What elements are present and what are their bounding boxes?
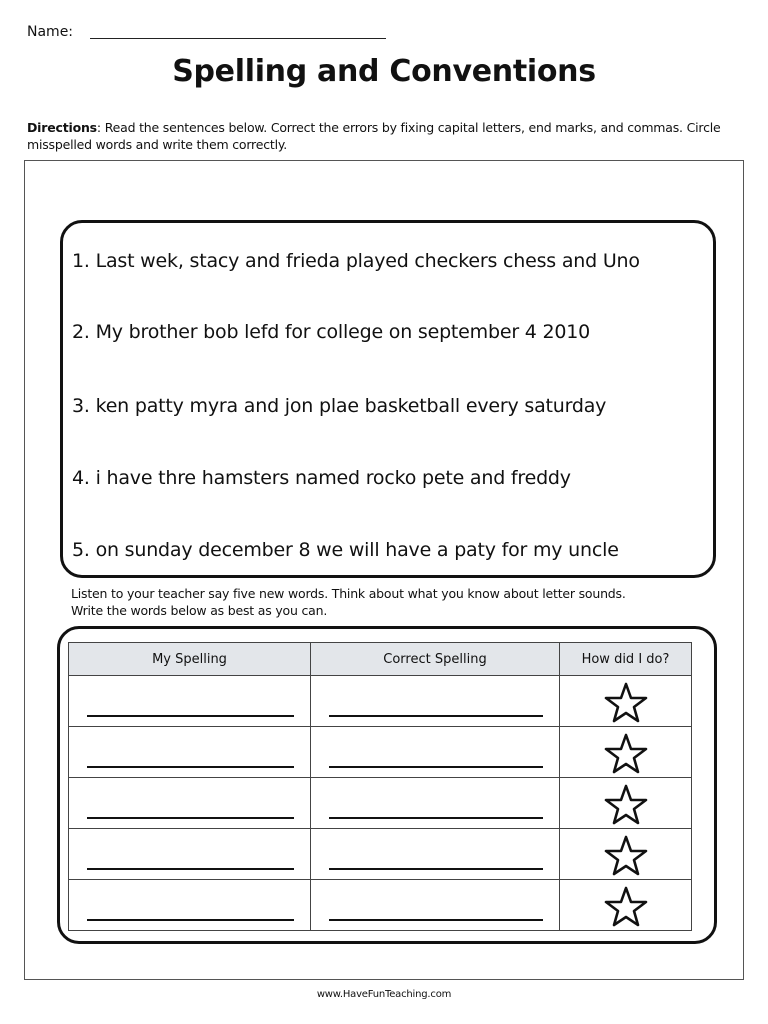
sentence-4: 4. i have thre hamsters named rocko pete and freddy — [72, 467, 571, 489]
star-icon[interactable] — [604, 682, 648, 724]
table-row — [69, 676, 692, 727]
sentence-2: 2. My brother bob lefd for college on september 4 2010 — [72, 321, 591, 343]
write-line — [87, 715, 294, 717]
header-my-spelling: My Spelling — [69, 643, 311, 676]
name-line[interactable] — [90, 38, 386, 39]
rating-cell[interactable] — [560, 778, 692, 829]
correct-spelling-cell[interactable] — [311, 778, 560, 829]
star-icon[interactable] — [604, 733, 648, 775]
write-line — [87, 868, 294, 870]
write-line — [329, 817, 543, 819]
star-icon[interactable] — [604, 784, 648, 826]
write-line — [329, 715, 543, 717]
my-spelling-cell[interactable] — [69, 829, 311, 880]
name-label: Name: — [27, 24, 74, 40]
directions-text: : Read the sentences below. Correct the errors by fixing capital letters, end marks, and commas. Circle misspelled words and write them correctly. — [27, 120, 721, 152]
star-icon[interactable] — [604, 886, 648, 928]
rating-cell[interactable] — [560, 829, 692, 880]
sentence-3: 3. ken patty myra and jon plae basketball every saturday — [72, 395, 607, 417]
correct-spelling-cell[interactable] — [311, 727, 560, 778]
listen-instructions — [71, 585, 751, 619]
rating-cell[interactable] — [560, 727, 692, 778]
sentence-5: 5. on sunday december 8 we will have a paty for my uncle — [72, 539, 619, 561]
my-spelling-cell[interactable] — [69, 676, 311, 727]
header-how-did-i-do: How did I do? — [560, 643, 692, 676]
write-line — [329, 766, 543, 768]
table-row — [69, 829, 692, 880]
correct-spelling-cell[interactable] — [311, 829, 560, 880]
directions-label: Directions — [27, 120, 97, 135]
spelling-table — [68, 642, 692, 931]
table-row — [69, 727, 692, 778]
listen-line-1: Listen to your teacher say five new words. Think about what you know about letter sounds. — [71, 586, 626, 601]
my-spelling-cell[interactable] — [69, 727, 311, 778]
rating-cell[interactable] — [560, 880, 692, 931]
correct-spelling-cell[interactable] — [311, 676, 560, 727]
correct-spelling-cell[interactable] — [311, 880, 560, 931]
write-line — [87, 766, 294, 768]
listen-line-2: Write the words below as best as you can. — [71, 603, 328, 618]
table-row — [69, 880, 692, 931]
table-row — [69, 778, 692, 829]
rating-cell[interactable] — [560, 676, 692, 727]
sentence-1: 1. Last wek, stacy and frieda played checkers chess and Uno — [72, 250, 640, 272]
footer-url: www.HaveFunTeaching.com — [316, 989, 452, 1000]
page-title: Spelling and Conventions — [172, 54, 596, 89]
write-line — [87, 817, 294, 819]
header-correct-spelling: Correct Spelling — [311, 643, 560, 676]
my-spelling-cell[interactable] — [69, 778, 311, 829]
write-line — [329, 868, 543, 870]
directions — [27, 119, 747, 153]
write-line — [329, 919, 543, 921]
table-header-row — [69, 643, 692, 676]
star-icon[interactable] — [604, 835, 648, 877]
my-spelling-cell[interactable] — [69, 880, 311, 931]
write-line — [87, 919, 294, 921]
